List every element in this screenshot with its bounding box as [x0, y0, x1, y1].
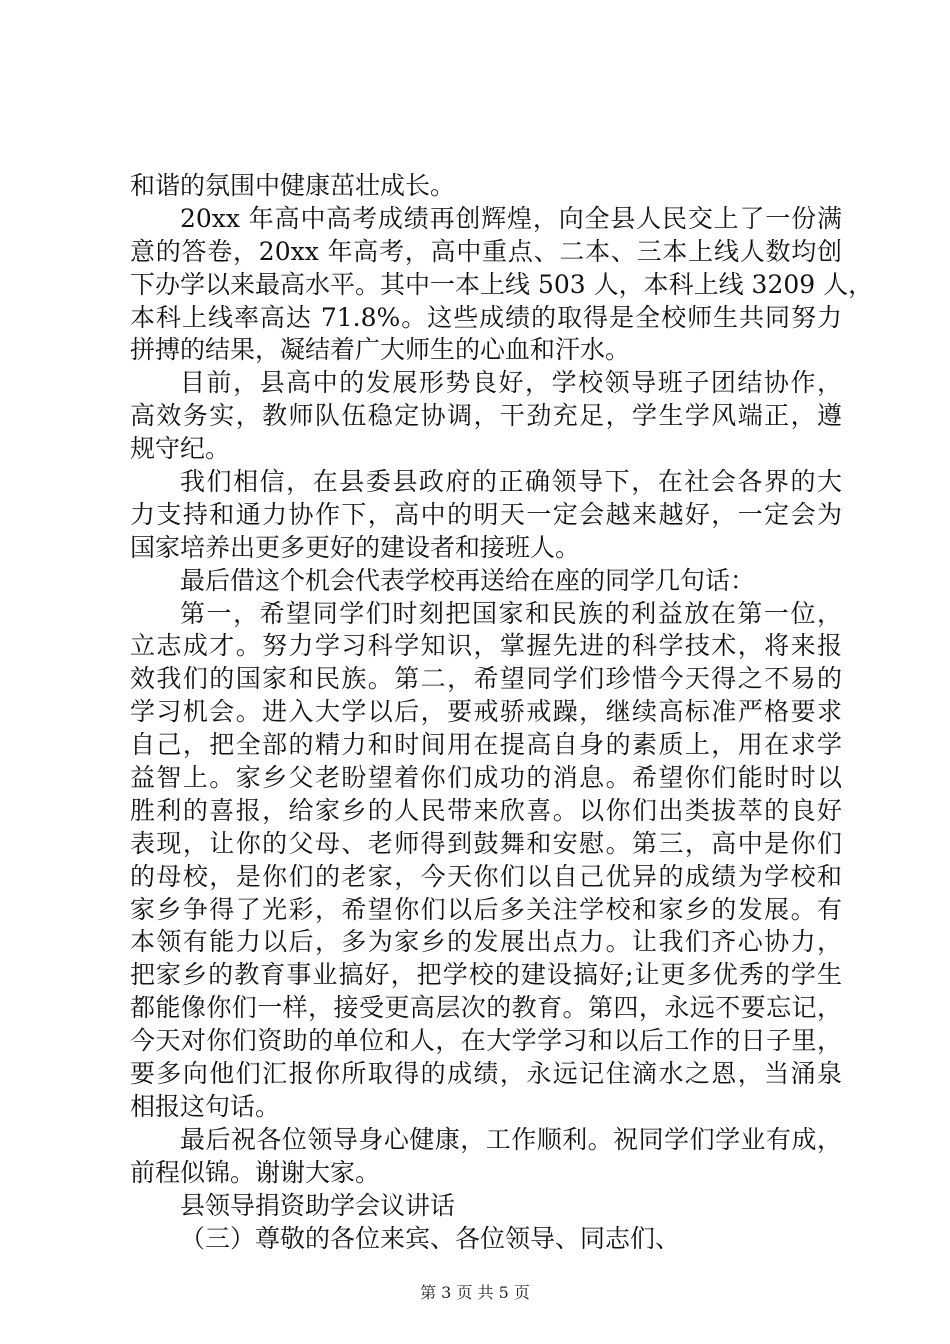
- text-line: 今天对你们资助的单位和人，在大学学习和以后工作的日子里，: [130, 1026, 842, 1056]
- text-line: 学习机会。进入大学以后，要戒骄戒躁，继续高标准严格要求: [130, 697, 842, 727]
- text-line: 要多向他们汇报你所取得的成绩，永远记住滴水之恩，当涌泉: [130, 1059, 842, 1089]
- text-line: 表现，让你的父母、老师得到鼓舞和安慰。第三，高中是你们: [130, 828, 842, 858]
- text-line: 都能像你们一样，接受更高层次的教育。第四，永远不要忘记，: [130, 993, 842, 1023]
- page-number: 第 3 页 共 5 页: [420, 1283, 530, 1302]
- text-line: 目前，县高中的发展形势良好，学校领导班子团结协作，: [180, 368, 842, 398]
- text-line: 本领有能力以后，多为家乡的发展出点力。让我们齐心协力，: [130, 927, 842, 957]
- text-line: 益智上。家乡父老盼望着你们成功的消息。希望你们能时时以: [130, 763, 842, 793]
- text-line: 县领导捐资助学会议讲话: [180, 1190, 456, 1220]
- text-line: 的母校，是你们的老家，今天你们以自己优异的成绩为学校和: [130, 861, 842, 891]
- text-line: 把家乡的教育事业搞好，把学校的建设搞好;让更多优秀的学生: [130, 960, 842, 990]
- text-line: 拼搏的结果，凝结着广大师生的心血和汗水。: [130, 335, 631, 365]
- text-line: 最后借这个机会代表学校再送给在座的同学几句话：: [180, 565, 756, 595]
- document-body: [130, 170, 874, 1255]
- text-line: 第一，希望同学们时刻把国家和民族的利益放在第一位，: [180, 598, 842, 628]
- text-line: 家乡争得了光彩，希望你们以后多关注学校和家乡的发展。有: [130, 894, 842, 924]
- text-line: 胜利的喜报，给家乡的人民带来欣喜。以你们出类拔萃的良好: [130, 795, 842, 825]
- text-line: 力支持和通力协作下，高中的明天一定会越来越好，一定会为: [130, 499, 842, 529]
- text-line: 前程似锦。谢谢大家。: [130, 1157, 381, 1187]
- text-line: 最后祝各位领导身心健康，工作顺利。祝同学们学业有成，: [180, 1124, 842, 1154]
- text-line: 规守纪。: [130, 434, 231, 464]
- text-line: 效我们的国家和民族。第二，希望同学们珍惜今天得之不易的: [130, 664, 842, 694]
- text-line: 20xx 年高中高考成绩再创辉煌，向全县人民交上了一份满: [180, 203, 842, 233]
- text-line: 意的答卷，20xx 年高考，高中重点、二本、三本上线人数均创: [130, 236, 842, 266]
- text-line: （三）尊敬的各位来宾、各位领导、同志们、: [180, 1223, 681, 1253]
- text-line: 自己，把全部的精力和时间用在提高自身的素质上，用在求学: [130, 730, 842, 760]
- text-line: 高效务实，教师队伍稳定协调，干劲充足，学生学风端正，遵: [130, 401, 842, 431]
- text-line: 和谐的氛围中健康茁壮成长。: [130, 171, 456, 200]
- text-line: 本科上线率高达 71.8%。这些成绩的取得是全校师生共同努力: [130, 302, 842, 332]
- text-line: 我们相信，在县委县政府的正确领导下，在社会各界的大: [180, 467, 842, 497]
- text-line: 相报这句话。: [130, 1091, 281, 1121]
- text-line: 立志成才。努力学习科学知识，掌握先进的科学技术，将来报: [130, 631, 842, 661]
- text-line: 下办学以来最高水平。其中一本上线 503 人，本科上线 3209 人，: [130, 269, 874, 299]
- text-line: 国家培养出更多更好的建设者和接班人。: [130, 532, 581, 562]
